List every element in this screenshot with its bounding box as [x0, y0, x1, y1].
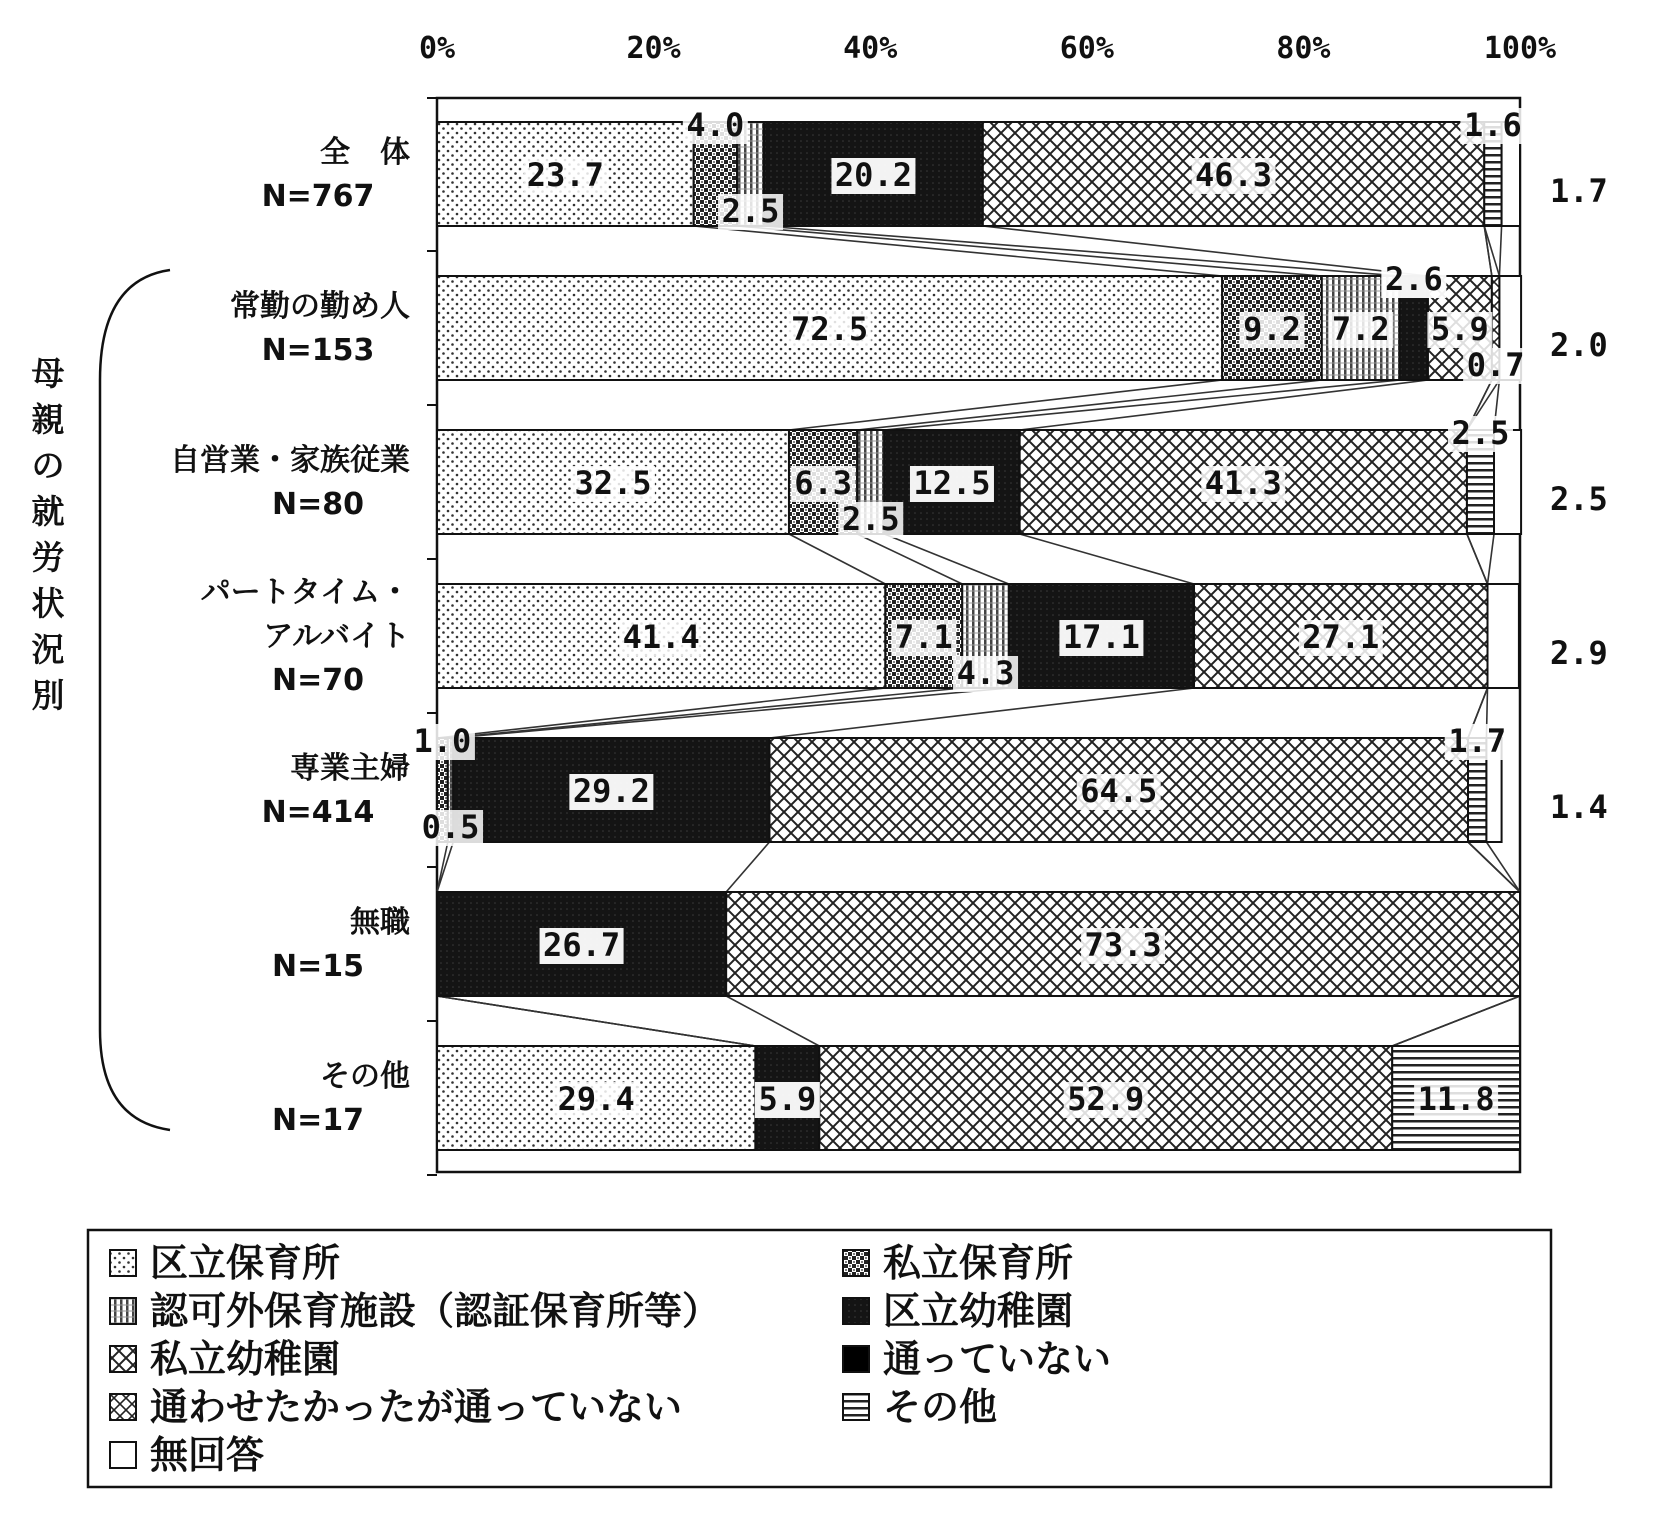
legend-swatch [110, 1442, 136, 1468]
connector-line [694, 226, 1223, 276]
data-label: 46.3 [1195, 156, 1273, 194]
data-label: 26.7 [543, 926, 621, 964]
category-n: N=80 [272, 487, 364, 522]
category-name: 自営業・家族従業 [170, 443, 410, 478]
category-name: 無職 [350, 905, 410, 940]
data-label: 29.2 [572, 772, 650, 810]
connector-line [983, 226, 1428, 276]
group-label-char: の [31, 446, 65, 485]
connector-line [437, 996, 755, 1046]
data-label: 1.7 [1448, 722, 1507, 760]
group-label-char: 母 [31, 354, 65, 393]
legend-swatch [843, 1250, 869, 1276]
category-name: パートタイム・ [200, 575, 410, 610]
data-label: 4.3 [956, 654, 1015, 692]
legend-label: その他 [883, 1385, 998, 1429]
legend-swatch [843, 1394, 869, 1420]
connector-line [453, 688, 1009, 738]
data-label: 11.8 [1417, 1080, 1495, 1118]
category-name: 全 体 [320, 135, 410, 170]
group-label-char: 状 [31, 584, 65, 623]
data-label: 20.2 [834, 156, 912, 194]
x-tick-label: 20% [626, 31, 681, 66]
data-label: 2.5 [1550, 480, 1608, 518]
group-label-char: 況 [31, 630, 65, 669]
category-n: N=153 [261, 333, 375, 368]
legend-label: 区立保育所 [150, 1241, 341, 1285]
legend-swatch [110, 1346, 136, 1372]
legend-label: 私立保育所 [883, 1241, 1074, 1285]
legend-label: 私立幼稚園 [150, 1337, 341, 1381]
legend [88, 1230, 1551, 1487]
group-label-char: 就 [31, 492, 65, 531]
data-label: 72.5 [791, 310, 869, 348]
legend-swatch [843, 1298, 869, 1324]
category-name: その他 [320, 1059, 410, 1094]
x-axis-ticks [419, 31, 1556, 66]
group-label-char: 別 [31, 676, 65, 715]
group-label [32, 270, 171, 1130]
connector-line [1020, 534, 1194, 584]
data-label: 41.4 [622, 618, 700, 656]
legend-label: 通っていない [883, 1337, 1112, 1381]
connector-line [1392, 996, 1520, 1046]
data-label: 4.0 [686, 106, 745, 144]
x-tick-label: 40% [843, 31, 898, 66]
connector-line [437, 842, 453, 892]
data-label: 2.5 [721, 192, 780, 230]
data-label: 23.7 [526, 156, 604, 194]
category-n: N=767 [261, 179, 375, 214]
data-label: 1.7 [1550, 172, 1608, 210]
category-labels [170, 135, 410, 1138]
connector-line [789, 380, 1222, 430]
connector-line [884, 380, 1400, 430]
connector-line [726, 842, 769, 892]
data-label: 29.4 [557, 1080, 635, 1118]
x-tick-label: 60% [1059, 31, 1114, 66]
data-label: 2.6 [1384, 260, 1443, 298]
data-label: 5.9 [1430, 310, 1489, 348]
x-tick-label: 100% [1483, 31, 1557, 66]
data-label: 17.1 [1062, 618, 1140, 656]
data-label: 27.1 [1302, 618, 1380, 656]
connector-line [726, 996, 819, 1046]
legend-label: 区立幼稚園 [883, 1289, 1074, 1333]
connector-line [769, 688, 1194, 738]
category-name: アルバイト [263, 619, 410, 654]
legend-swatch [110, 1298, 136, 1324]
data-label: 9.2 [1243, 310, 1301, 348]
legend-label: 通わせたかったが通っていない [150, 1385, 683, 1429]
connector-line [1486, 842, 1520, 892]
data-label: 2.5 [1451, 414, 1510, 452]
bar-segment [1488, 584, 1519, 688]
connector-line [737, 226, 1322, 276]
connector-line [1020, 380, 1428, 430]
group-label-char: 親 [31, 400, 65, 439]
x-tick-label: 0% [418, 31, 456, 66]
data-label: 0.7 [1466, 346, 1525, 384]
data-label: 6.3 [794, 464, 852, 502]
data-label: 2.5 [841, 500, 900, 538]
legend-swatch [110, 1394, 136, 1420]
data-label: 7.2 [1331, 310, 1390, 348]
data-label: 41.3 [1204, 464, 1282, 502]
connector-line [857, 380, 1322, 430]
connector-line [1488, 534, 1494, 584]
connector-line [764, 226, 1400, 276]
x-tick-label: 80% [1276, 31, 1331, 66]
connector-line [1499, 226, 1501, 276]
category-name: 常勤の勤め人 [230, 289, 410, 324]
data-label: 52.9 [1067, 1080, 1145, 1118]
connector-line [1484, 226, 1499, 276]
data-label: 1.0 [413, 722, 472, 760]
group-label-char: 労 [31, 538, 65, 577]
data-label: 2.0 [1550, 326, 1608, 364]
connector-line [1484, 226, 1492, 276]
connector-line [1467, 534, 1488, 584]
legend-swatch [843, 1346, 869, 1372]
data-label: 1.6 [1464, 106, 1522, 144]
connector-line [1468, 842, 1520, 892]
data-label: 2.9 [1550, 634, 1608, 672]
data-label: 7.1 [894, 618, 953, 656]
category-n: N=70 [272, 663, 364, 698]
data-label: 32.5 [574, 464, 652, 502]
data-label: 73.3 [1084, 926, 1162, 964]
connector-line [437, 688, 885, 738]
data-label: 1.4 [1550, 788, 1608, 826]
data-label: 12.5 [913, 464, 991, 502]
category-n: N=414 [261, 795, 375, 830]
connector-line [448, 688, 962, 738]
legend-label: 無回答 [150, 1433, 265, 1477]
category-n: N=17 [272, 1103, 364, 1138]
legend-label: 認可外保育施設（認証保育所等） [150, 1289, 721, 1333]
connector-line [789, 534, 885, 584]
category-n: N=15 [272, 949, 364, 984]
legend-swatch [110, 1250, 136, 1276]
data-label: 64.5 [1080, 772, 1158, 810]
data-label: 5.9 [758, 1080, 817, 1118]
data-label: 0.5 [421, 808, 480, 846]
group-bracket [100, 270, 170, 1130]
category-name: 専業主婦 [290, 751, 410, 786]
